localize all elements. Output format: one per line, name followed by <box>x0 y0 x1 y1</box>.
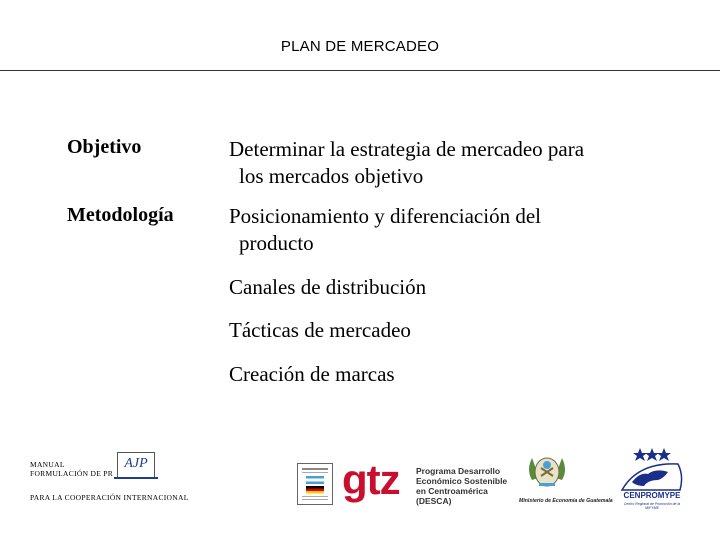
footer-manual-line-2: FORMULACIÓN DE PR <box>30 469 114 478</box>
objetivo-line-1: Determinar la estrategia de mercadeo para <box>229 137 585 161</box>
guatemala-coat-of-arms-logo <box>524 450 570 501</box>
gtz-logo: gtz <box>342 456 400 503</box>
metodologia-label: Metodología <box>67 204 174 226</box>
cenpromype-map-icon <box>618 446 686 492</box>
desca-line-3: en Centroamérica <box>416 486 488 496</box>
footer-cooperation-text: PARA LA COOPERACIÓN INTERNACIONAL <box>30 493 189 502</box>
cenpromype-logo <box>618 446 686 497</box>
metodologia-item-marcas: Creación de marcas <box>229 362 395 386</box>
desca-line-4: (DESCA) <box>416 496 452 506</box>
footer-manual-text <box>30 460 113 478</box>
objetivo-text <box>229 136 584 190</box>
ajp-logo <box>117 452 155 478</box>
footer-manual-line-1: MANUAL <box>30 460 65 469</box>
cooperation-emblem-icon <box>298 464 332 504</box>
cenpromype-label: CENPROMYPE <box>623 491 681 500</box>
desca-logo-text <box>416 466 507 506</box>
slide-title: PLAN DE MERCADEO <box>280 38 440 55</box>
metodologia-item-1-line-1: Posicionamiento y diferenciación del <box>229 204 541 228</box>
objetivo-label: Objetivo <box>67 136 142 158</box>
ajp-logo-text: AJP <box>124 456 148 471</box>
objetivo-line-2: los mercados objetivo <box>239 164 424 188</box>
metodologia-item-tacticas: Tácticas de mercadeo <box>229 318 411 342</box>
desca-line-2: Económico Sostenible <box>416 476 508 486</box>
metodologia-item-canales: Canales de distribución <box>229 275 427 299</box>
metodologia-item-posicionamiento <box>229 203 541 257</box>
ajp-logo-underline <box>114 477 158 479</box>
ministerio-caption: Ministerio de Economía de Guatemala <box>519 498 613 504</box>
cooperation-emblem-logo <box>297 463 333 505</box>
metodologia-item-1-line-2: producto <box>239 231 314 255</box>
title-divider <box>0 70 720 71</box>
guatemala-shield-icon <box>524 450 570 496</box>
cenpromype-subtitle: Centro Regional de Promoción de la MIPYME <box>623 502 681 510</box>
desca-line-1: Programa Desarrollo <box>416 466 501 476</box>
